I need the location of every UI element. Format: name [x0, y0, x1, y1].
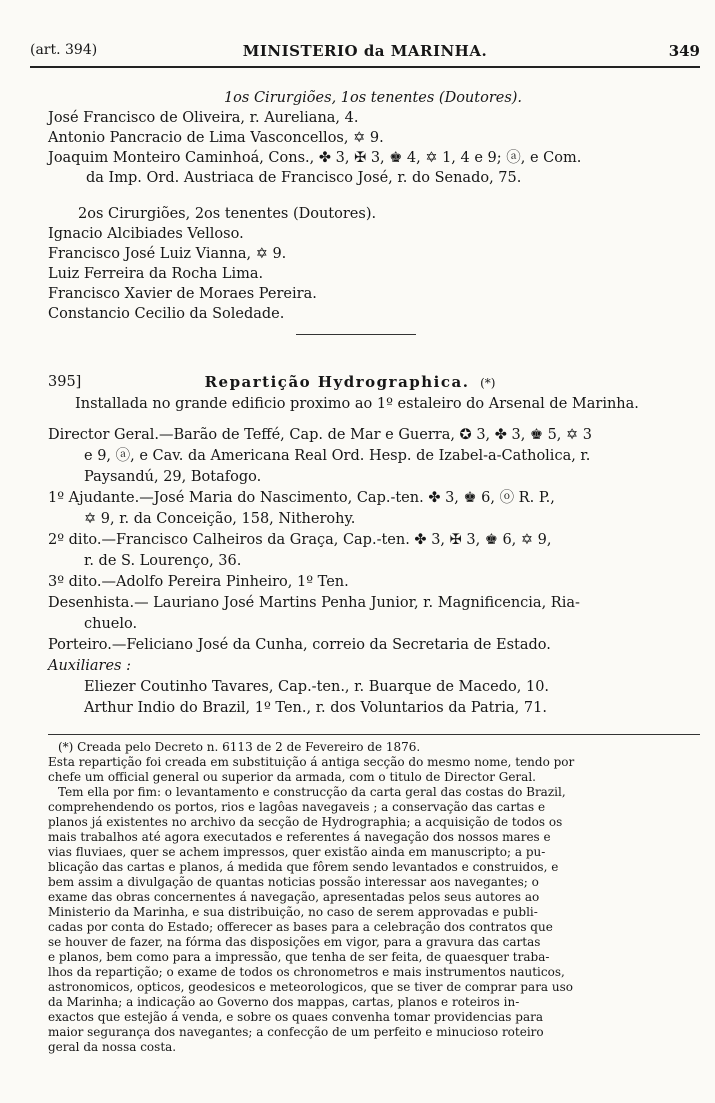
footnote-line: (*) Creada pelo Decreto n. 6113 de 2 de Fevereiro de 1876.: [58, 740, 421, 754]
staff-line: 3º dito.—Adolfo Pereira Pinheiro, 1º Ten.: [48, 574, 349, 590]
section-note-mark: (*): [480, 376, 496, 390]
footnote-line: da Marinha; a indicação ao Governo dos mappas, cartas, planos e roteiros in-: [48, 995, 520, 1009]
first-surgeons-line: José Francisco de Oliveira, r. Aureliana, 4.: [48, 110, 359, 126]
footnote-line: se houver de fazer, na fórma das disposições em vigor, para a gravura das cartas: [48, 935, 541, 949]
first-surgeons-line: Antonio Pancracio de Lima Vasconcellos, ✡ 9.: [48, 130, 384, 146]
staff-line: Porteiro.—Feliciano José da Cunha, correio da Secretaria de Estado.: [48, 637, 551, 653]
section-subtitle: Installada no grande edificio proximo ao 1º estaleiro do Arsenal de Marinha.: [75, 396, 639, 412]
footnote-line: bem assim a divulgação de quantas noticias possão interessar aos navegantes; o: [48, 875, 539, 889]
second-surgeons-line: Luiz Ferreira da Rocha Lima.: [48, 266, 264, 282]
staff-line: ✡ 9, r. da Conceição, 158, Nitherohy.: [84, 511, 356, 527]
staff-line: 1º Ajudante.—José Maria do Nascimento, Cap.-ten. ✤ 3, ♚ 6, ⓞ R. P.,: [48, 490, 555, 506]
section-title-row: [180, 372, 520, 393]
footnote-line: exactos que estejão á venda, e sobre os quaes convenha tomar providencias para: [48, 1010, 543, 1024]
second-surgeons-line: Francisco Xavier de Moraes Pereira.: [48, 286, 317, 302]
first-surgeons-line: Joaquim Monteiro Caminhoá, Cons., ✤ 3, ✠ 3, ♚ 4, ✡ 1, 4 e 9; ⓐ, e Com.: [48, 150, 582, 166]
footnote-line: mais trabalhos até agora executados e referentes á navegação dos nossos mares e: [48, 830, 551, 844]
second-surgeons-line: Constancio Cecilio da Soledade.: [48, 306, 285, 322]
footnote-line: planos já existentes no archivo da secção de Hydrographia; a acquisição de todos os: [48, 815, 563, 829]
footnote-line: Tem ella por fim: o levantamento e construcção da carta geral das costas do Brazil,: [58, 785, 566, 799]
footnote-line: cadas por conta do Estado; offerecer as bases para a celebração dos contratos que: [48, 920, 553, 934]
staff-line: 2º dito.—Francisco Calheiros da Graça, Cap.-ten. ✤ 3, ✠ 3, ♚ 6, ✡ 9,: [48, 532, 552, 548]
staff-line: Arthur Indio do Brazil, 1º Ten., r. dos Voluntarios da Patria, 71.: [84, 700, 547, 716]
footnote-line: lhos da repartição; o exame de todos os chronometros e mais instrumentos nauticos,: [48, 965, 565, 979]
first-surgeons-line: da Imp. Ord. Austriaca de Francisco José, r. do Senado, 75.: [86, 170, 522, 186]
staff-line: Eliezer Coutinho Tavares, Cap.-ten., r. Buarque de Macedo, 10.: [84, 679, 550, 695]
footnote-line: vias fluviaes, quer se achem impressos, quer existão ainda em manuscripto; a pu-: [48, 845, 546, 859]
staff-line: Auxiliares :: [48, 658, 131, 674]
staff-line: Desenhista.— Lauriano José Martins Penha Junior, r. Magnificencia, Ria-: [48, 595, 580, 611]
second-surgeons-heading: 2os Cirurgiões, 2os tenentes (Doutores).: [78, 206, 377, 222]
running-header: [30, 42, 700, 66]
page-number: 349: [668, 42, 700, 60]
header-rule: [30, 66, 700, 68]
footnote-line: comprehendendo os portos, rios e lagôas navegaveis ; a conservação das cartas e: [48, 800, 546, 814]
section-divider: [296, 334, 416, 335]
header-article-ref: (art. 394): [30, 42, 98, 58]
footnote-line: Esta repartição foi creada em substituição á antiga secção do mesmo nome, tendo por: [48, 755, 575, 769]
second-surgeons-line: Ignacio Alcibiades Velloso.: [48, 226, 244, 242]
second-surgeons-line: Francisco José Luiz Vianna, ✡ 9.: [48, 246, 287, 262]
footnote-rule: [48, 734, 700, 735]
staff-line: e 9, ⓐ, e Cav. da Americana Real Ord. Hesp. de Izabel-a-Catholica, r.: [84, 448, 591, 464]
staff-line: Paysandú, 29, Botafogo.: [84, 469, 262, 485]
footnote-line: blicação das cartas e planos, á medida que fôrem sendo levantados e construidos, e: [48, 860, 559, 874]
header-title: MINISTERIO da MARINHA.: [242, 42, 488, 60]
staff-line: Director Geral.—Barão de Teffé, Cap. de Mar e Guerra, ✪ 3, ✤ 3, ♚ 5, ✡ 3: [48, 427, 592, 443]
footnote-line: chefe um official general ou superior da armada, com o titulo de Director Geral.: [48, 770, 536, 784]
staff-line: chuelo.: [84, 616, 138, 632]
footnote-line: e planos, bem como para a impressão, que tenha de ser feita, de quaesquer traba-: [48, 950, 550, 964]
section-title: Repartição Hydrographica.: [204, 373, 470, 391]
first-surgeons-heading: 1os Cirurgiões, 1os tenentes (Doutores).: [223, 90, 523, 106]
footnote-line: Ministerio da Marinha, e sua distribuição, no caso de serem approvadas e publi-: [48, 905, 538, 919]
footnote-line: geral da nossa costa.: [48, 1040, 177, 1054]
footnote-line: maior segurança dos navegantes; a confecção de um perfeito e minucioso roteiro: [48, 1025, 544, 1039]
footnote-line: astronomicos, opticos, geodesicos e meteorologicos, que se tiver de comprar para uso: [48, 980, 574, 994]
section-number: 395]: [48, 374, 82, 390]
footnote-line: exame das obras concernentes á navegação, apresentadas pelos seus autores ao: [48, 890, 540, 904]
staff-line: r. de S. Lourenço, 36.: [84, 553, 242, 569]
